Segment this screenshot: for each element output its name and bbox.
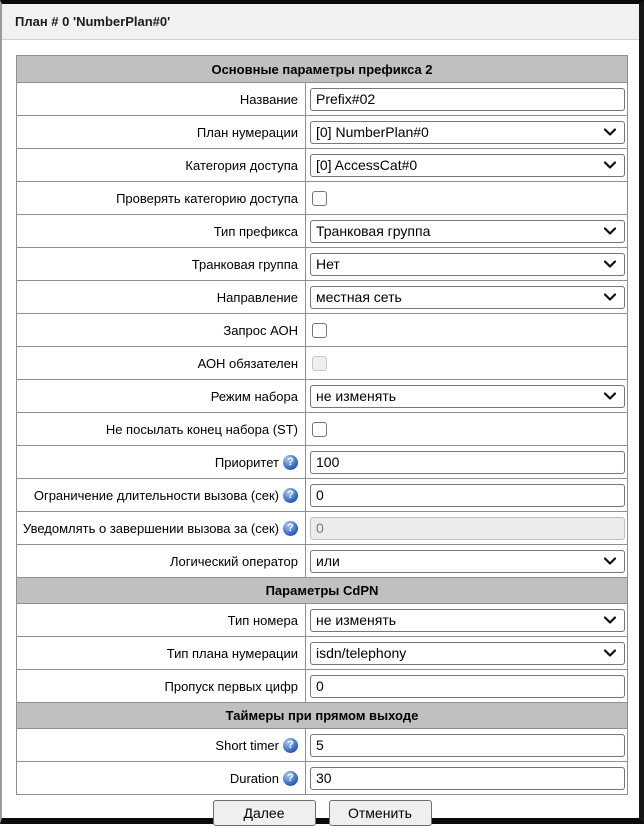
row-number-type xyxy=(17,603,627,636)
prefix-type-label: Тип префикса xyxy=(213,223,298,239)
chevron-down-icon xyxy=(604,128,616,136)
chevron-down-icon xyxy=(604,293,616,301)
access-category-select[interactable]: [0] AccessCat#0 xyxy=(310,154,625,177)
chevron-down-icon xyxy=(604,557,616,565)
row-direction xyxy=(17,280,627,313)
trunk-group-select[interactable]: Нет xyxy=(310,253,625,276)
name-label: Название xyxy=(239,91,298,107)
access-category-label: Категория доступа xyxy=(185,157,298,173)
call-duration-limit-input[interactable] xyxy=(310,484,625,507)
help-icon[interactable]: ? xyxy=(283,455,298,470)
row-priority xyxy=(17,445,627,478)
skip-first-digits-input[interactable] xyxy=(310,675,625,698)
window-title-bar xyxy=(2,4,639,40)
chevron-down-icon xyxy=(604,260,616,268)
row-access-category xyxy=(17,148,627,181)
aon-required-label: АОН обязателен xyxy=(197,355,298,371)
row-name xyxy=(17,82,627,115)
cancel-button[interactable]: Отменить xyxy=(329,800,432,826)
section-title: Параметры CdPN xyxy=(265,583,379,598)
section-title: Основные параметры префикса 2 xyxy=(211,61,433,77)
row-short-timer xyxy=(17,728,627,761)
logical-operator-select[interactable]: или xyxy=(310,550,625,573)
short-timer-input[interactable] xyxy=(310,734,625,757)
row-duration xyxy=(17,761,627,794)
row-notify-before-end xyxy=(17,511,627,544)
section-title: Таймеры при прямом выходе xyxy=(225,708,419,723)
row-numbering-plan xyxy=(17,115,627,148)
help-icon[interactable]: ? xyxy=(283,488,298,503)
name-input[interactable] xyxy=(310,88,625,111)
check-access-category-label: Проверять категорию доступа xyxy=(116,190,298,206)
row-dial-mode xyxy=(17,379,627,412)
numbering-plan-type-label: Тип плана нумерации xyxy=(166,645,298,661)
row-call-duration-limit xyxy=(17,478,627,511)
priority-label: Приоритет xyxy=(214,454,279,470)
numbering-plan-label: План нумерации xyxy=(196,124,298,140)
row-no-send-st xyxy=(17,412,627,445)
short-timer-label: Short timer xyxy=(215,737,279,753)
chevron-down-icon xyxy=(604,649,616,657)
number-type-label: Тип номера xyxy=(227,612,298,628)
help-icon[interactable]: ? xyxy=(283,521,298,536)
no-send-st-checkbox[interactable] xyxy=(312,422,327,437)
chevron-down-icon xyxy=(604,227,616,235)
call-duration-limit-label: Ограничение длительности вызова (сек) xyxy=(33,487,279,503)
request-aon-checkbox[interactable] xyxy=(312,323,327,338)
row-request-aon xyxy=(17,313,627,346)
skip-first-digits-label: Пропуск первых цифр xyxy=(164,678,298,694)
numbering-plan-select[interactable]: [0] NumberPlan#0 xyxy=(310,121,625,144)
duration-input[interactable] xyxy=(310,767,625,790)
page-title: План # 0 'NumberPlan#0' xyxy=(15,14,171,29)
row-aon-required xyxy=(17,346,627,379)
section-header-cdpn xyxy=(17,577,627,603)
priority-input[interactable] xyxy=(310,451,625,474)
prefix-type-select[interactable]: Транковая группа xyxy=(310,220,625,243)
number-type-select[interactable]: не изменять xyxy=(310,609,625,632)
section-header-main xyxy=(17,56,627,82)
direction-select[interactable]: местная сеть xyxy=(310,286,625,309)
aon-required-checkbox xyxy=(312,356,327,371)
row-check-access-category xyxy=(17,181,627,214)
notify-before-end-input xyxy=(310,517,625,540)
direction-label: Направление xyxy=(216,289,298,305)
dial-mode-select[interactable]: не изменять xyxy=(310,385,625,408)
help-icon[interactable]: ? xyxy=(283,771,298,786)
row-logical-operator xyxy=(17,544,627,577)
notify-before-end-label: Уведомлять о завершении вызова за (сек) xyxy=(23,520,279,536)
chevron-down-icon xyxy=(604,392,616,400)
no-send-st-label: Не посылать конец набора (ST) xyxy=(105,421,298,437)
form-buttons xyxy=(16,800,628,826)
prefix-settings-form xyxy=(16,55,628,795)
logical-operator-label: Логический оператор xyxy=(169,553,298,569)
numbering-plan-type-select[interactable]: isdn/telephony xyxy=(310,642,625,665)
row-prefix-type xyxy=(17,214,627,247)
dial-mode-label: Режим набора xyxy=(210,388,298,404)
section-header-timers xyxy=(17,702,627,728)
row-trunk-group xyxy=(17,247,627,280)
row-numbering-plan-type xyxy=(17,636,627,669)
chevron-down-icon xyxy=(604,616,616,624)
next-button[interactable]: Далее xyxy=(213,800,316,826)
chevron-down-icon xyxy=(604,161,616,169)
help-icon[interactable]: ? xyxy=(283,738,298,753)
duration-label: Duration xyxy=(229,770,279,786)
trunk-group-label: Транковая группа xyxy=(191,256,298,272)
row-skip-first-digits xyxy=(17,669,627,702)
check-access-category-checkbox[interactable] xyxy=(312,191,327,206)
request-aon-label: Запрос АОН xyxy=(223,322,298,338)
